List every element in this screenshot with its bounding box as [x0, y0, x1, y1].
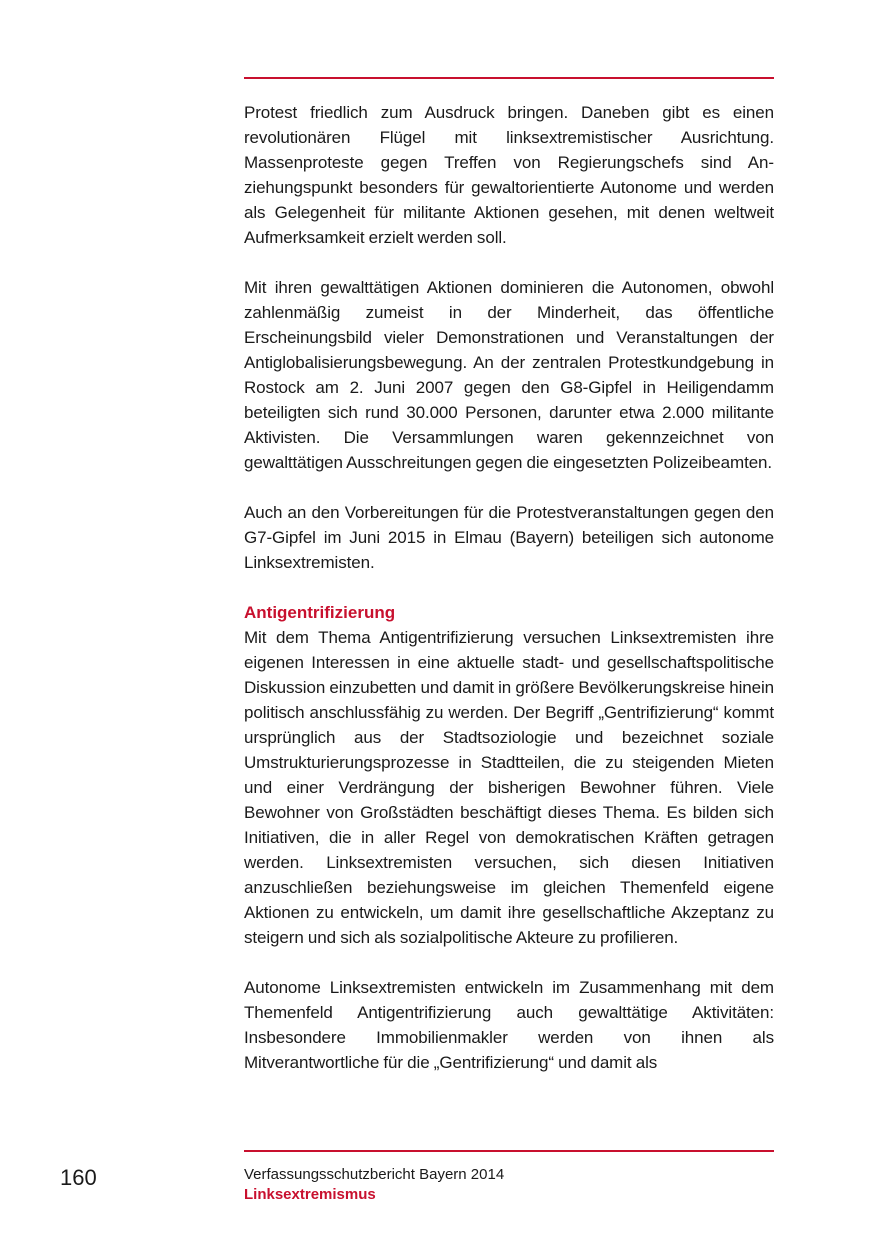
footer-rule: [244, 1150, 774, 1152]
paragraph-1: Protest friedlich zum Ausdruck bringen. Daneben gibt es einen revolutionären Flügel mit linksextremistischer Ausrichtung. Massenproteste gegen Treffen von Regierungschefs sind Anziehungspunkt besonders für gewaltorientierte Autonome und werden als Gelegenheit für militante Aktionen gesehen, mit denen weltweit Aufmerksamkeit erzielt werden soll.: [244, 103, 774, 247]
paragraph-2: Mit ihren gewalttätigen Aktionen dominieren die Autonomen, obwohl zahlenmäßig zumeist in der Minderheit, das öffentliche Erscheinungsbild vieler Demonstrationen und Veranstaltungen der Antiglobalisierungsbewegung. An der zentralen Protestkundgebung in Rostock am 2. Juni 2007 gegen den G8-Gipfel in Heiligendamm beteiligten sich rund 30.000 Personen, darunter etwa 2.000 militante Aktivisten. Die Versammlungen waren gekennzeichnet von gewalttätigen Ausschreitungen gegen die eingesetzten Polizeibeamten.: [244, 278, 774, 472]
section-heading: Antigentrifizierung: [244, 603, 396, 622]
paragraph-3: Auch an den Vorbereitungen für die Protestveranstaltungen gegen den G7-Gipfel im Juni 2015 in Elmau (Bayern) beteiligen sich autonome Linksextremisten.: [244, 503, 774, 572]
footer-section-name: Linksextremismus: [244, 1186, 376, 1203]
page-number: 160: [60, 1165, 97, 1190]
main-content: [244, 100, 774, 1100]
paragraph-4: Mit dem Thema Antigentrifizierung versuchen Linksextremisten ihre eigenen Interessen in eine aktuelle stadt- und gesellschaftspolitische Diskussion einzubetten und damit in größere Bevölkerungskreise hinein politisch anschlussfähig zu werden. Der Begriff „Gentrifizierung“ kommt ursprünglich aus der Stadtsoziologie und bezeichnet soziale Umstrukturierungsprozesse in Stadtteilen, die zu steigenden Mieten und einer Verdrängung der bisherigen Bewohner führen. Viele Bewohner von Großstädten beschäftigt dieses Thema. Es bilden sich Initiativen, die in aller Regel von demokratischen Kräften getragen werden. Linksextremisten versuchen, sich diesen Initiativen anzuschließen beziehungsweise im gleichen Themenfeld eigene Aktionen zu entwickeln, um damit ihre gesellschaftliche Akzeptanz zu steigern und sich als sozialpolitische Akteure zu profilieren.: [244, 628, 774, 947]
footer-publication-title: Verfassungsschutzbericht Bayern 2014: [244, 1166, 505, 1183]
header-rule: [244, 77, 774, 79]
paragraph-5: Autonome Linksextremisten entwickeln im Zusammenhang mit dem Themenfeld Antigentrifizierung auch gewalttätige Aktivitäten: Insbesondere Immobilienmakler werden von ihnen als Mitverantwortliche für die „Gentrifizierung“ und damit als: [244, 978, 774, 1072]
